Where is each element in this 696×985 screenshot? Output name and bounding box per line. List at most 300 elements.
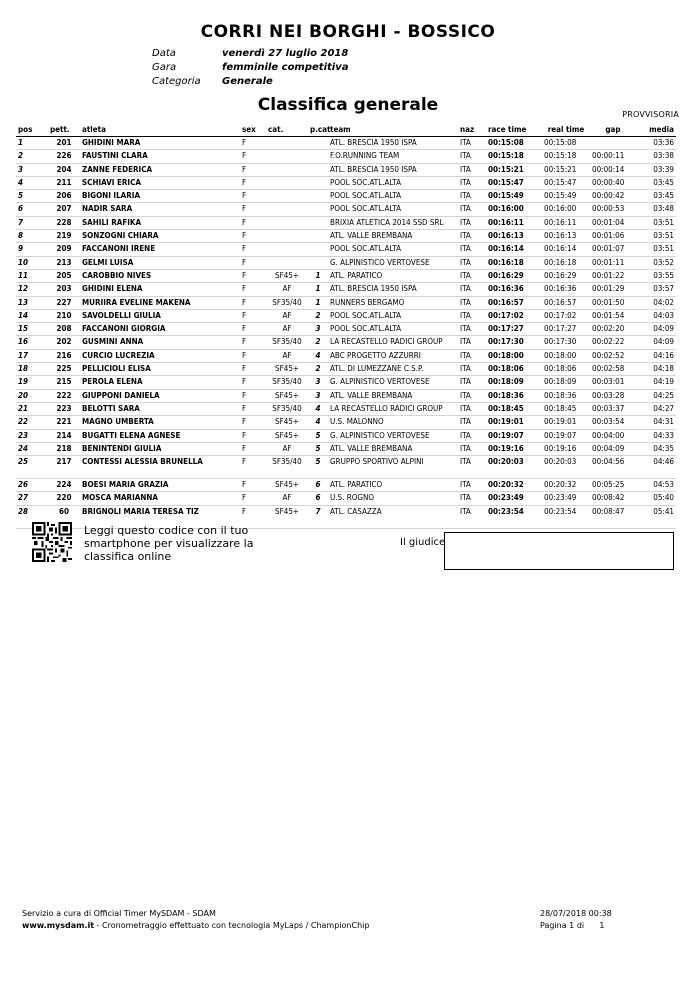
table-row <box>16 389 676 402</box>
cell-nationality: ITA <box>460 231 471 241</box>
cell-real-time: 00:17:30 <box>544 337 577 347</box>
cell-cat-position <box>308 150 328 163</box>
table-row <box>16 309 676 322</box>
cell-team: G. ALPINISTICO VERTOVESE <box>330 377 430 387</box>
cell-race-time: 00:20:32 <box>488 480 524 490</box>
cell-bib: 215 <box>56 377 72 387</box>
cell-pace: 03:38 <box>653 151 674 161</box>
cell-real-time: 00:16:29 <box>544 270 577 280</box>
meta-value: Generale <box>222 76 273 87</box>
cell-cat-position: 2 <box>315 310 321 320</box>
cell-athlete: SAHILI RAFIKA <box>82 217 142 227</box>
cell-nationality: ITA <box>460 403 471 413</box>
status-label: PROVVISORIA <box>622 110 679 119</box>
cell-nationality: ITA <box>460 244 471 254</box>
cell-pace: 03:52 <box>653 257 674 267</box>
cell-cat-position: 3 <box>315 377 321 387</box>
column-header-nationality: naz <box>458 122 486 137</box>
cell-athlete: MURIIRA EVELINE MAKENA <box>82 297 191 307</box>
footer-service: Servizio a cura di Official Timer MySDAM - SDAM <box>22 909 216 918</box>
cell-athlete: BELOTTI SARA <box>82 403 140 413</box>
cell-sex: F <box>242 364 247 374</box>
cell-pos: 14 <box>18 310 29 320</box>
cell-team: ATL. PARATICO <box>330 270 383 280</box>
cell-cat-position: 1 <box>315 284 321 294</box>
cell-pos: 24 <box>18 443 29 453</box>
cell-bib: 211 <box>56 177 72 187</box>
cell-pace: 03:51 <box>653 244 674 254</box>
cell-category <box>266 137 308 150</box>
cell-real-time: 00:15:21 <box>544 164 577 174</box>
table-row <box>16 376 676 389</box>
cell-race-time: 00:23:49 <box>488 493 524 503</box>
cell-bib: 223 <box>56 403 72 413</box>
cell-bib: 214 <box>56 430 72 440</box>
cell-bib: 222 <box>56 390 72 400</box>
cell-gap: 00:02:20 <box>592 324 625 334</box>
table-row <box>16 363 676 376</box>
cell-athlete: GELMI LUISA <box>82 257 134 267</box>
cell-category <box>266 256 308 269</box>
cell-team: POOL SOC.ATL.ALTA <box>330 324 402 334</box>
cell-cat-position: 5 <box>315 430 321 440</box>
cell-sex: F <box>242 430 247 440</box>
cell-athlete: GIUPPONI DANIELA <box>82 390 160 400</box>
cell-bib: 210 <box>56 310 72 320</box>
cell-gap: 00:01:04 <box>592 217 625 227</box>
cell-bib: 224 <box>56 480 72 490</box>
cell-team: POOL SOC.ATL.ALTA <box>330 191 402 201</box>
cell-real-time: 00:20:03 <box>544 457 577 467</box>
cell-nationality: ITA <box>460 457 471 467</box>
judge-signature-box <box>444 532 674 570</box>
cell-athlete: PEROLA ELENA <box>82 377 143 387</box>
meta-row-date <box>152 47 348 61</box>
cell-pos: 12 <box>18 284 29 294</box>
cell-category <box>266 216 308 229</box>
cell-category <box>266 243 308 256</box>
cell-gap: 00:01:50 <box>592 297 625 307</box>
cell-sex: F <box>242 324 247 334</box>
cell-athlete: BOESI MARIA GRAZIA <box>82 480 169 490</box>
cell-gap: 00:01:11 <box>592 257 625 267</box>
cell-pace: 04:09 <box>653 324 674 334</box>
cell-cat-position: 1 <box>315 270 321 280</box>
cell-race-time: 00:17:30 <box>488 337 524 347</box>
cell-pos: 18 <box>18 364 29 374</box>
table-row <box>16 323 676 336</box>
meta-row-race <box>152 61 348 75</box>
cell-gap: 00:02:22 <box>592 337 625 347</box>
meta-label: Categoria <box>152 76 201 87</box>
cell-pos: 9 <box>18 244 24 254</box>
cell-real-time: 00:17:02 <box>544 310 577 320</box>
cell-bib: 203 <box>56 284 72 294</box>
cell-team: POOL SOC.ATL.ALTA <box>330 204 402 214</box>
cell-team: POOL SOC.ATL.ALTA <box>330 244 402 254</box>
cell-nationality: ITA <box>460 443 471 453</box>
cell-category: SF45+ <box>275 270 299 280</box>
cell-cat-position <box>308 190 328 203</box>
cell-real-time: 00:16:14 <box>544 244 577 254</box>
cell-cat-position: 4 <box>315 417 321 427</box>
table-row <box>16 456 676 479</box>
cell-pace: 03:51 <box>653 217 674 227</box>
cell-athlete: CAROBBIO NIVES <box>82 270 152 280</box>
footer-datetime: 28/07/2018 00:38 <box>540 909 612 918</box>
cell-race-time: 00:18:45 <box>488 403 524 413</box>
cell-pace: 04:31 <box>653 417 674 427</box>
race-title: CORRI NEI BORGHI - BOSSICO <box>200 22 496 42</box>
cell-bib: 227 <box>56 297 72 307</box>
cell-cat-position <box>308 137 328 150</box>
cell-pos: 11 <box>18 270 29 280</box>
cell-nationality: ITA <box>460 177 471 187</box>
cell-race-time: 00:19:07 <box>488 430 524 440</box>
cell-gap: 00:03:28 <box>592 390 625 400</box>
cell-race-time: 00:15:18 <box>488 151 524 161</box>
cell-pos: 13 <box>18 297 29 307</box>
column-header-pace: media <box>636 122 676 137</box>
cell-nationality: ITA <box>460 350 471 360</box>
cell-category: SF45+ <box>275 506 299 516</box>
cell-bib: 208 <box>56 324 72 334</box>
cell-team: U.S. ROGNO <box>330 493 374 503</box>
cell-cat-position: 5 <box>315 443 321 453</box>
cell-athlete: BUGATTI ELENA AGNESE <box>82 430 181 440</box>
cell-pos: 15 <box>18 324 29 334</box>
footer-page: Pagina 1 di 1 <box>540 921 605 930</box>
cell-real-time: 00:15:49 <box>544 191 577 201</box>
cell-gap: 00:01:06 <box>592 231 625 241</box>
cell-real-time: 00:19:07 <box>544 430 577 440</box>
cell-pos: 6 <box>18 204 24 214</box>
cell-sex: F <box>242 151 247 161</box>
table-row <box>16 190 676 203</box>
cell-bib: 202 <box>56 337 72 347</box>
cell-cat-position <box>308 243 328 256</box>
cell-real-time: 00:17:27 <box>544 324 577 334</box>
cell-bib: 218 <box>56 443 72 453</box>
column-header-real-time: real time <box>542 122 590 137</box>
cell-bib: 216 <box>56 350 72 360</box>
cell-category: SF35/40 <box>272 377 302 387</box>
table-row <box>16 163 676 176</box>
cell-gap: 00:04:00 <box>592 430 625 440</box>
cell-bib: 220 <box>56 493 72 503</box>
cell-sex: F <box>242 350 247 360</box>
cell-bib: 219 <box>56 231 72 241</box>
cell-pos: 8 <box>18 231 24 241</box>
cell-gap: 00:02:52 <box>592 350 625 360</box>
cell-pace: 04:46 <box>653 457 674 467</box>
cell-pos: 2 <box>18 151 24 161</box>
cell-race-time: 00:20:03 <box>488 457 524 467</box>
cell-gap: 00:01:29 <box>592 284 625 294</box>
table-row <box>16 256 676 269</box>
cell-team: GRUPPO SPORTIVO ALPINI <box>330 457 424 467</box>
cell-cat-position: 1 <box>315 297 321 307</box>
cell-team: ATL. BRESCIA 1950 ISPA <box>330 138 417 147</box>
cell-bib: 201 <box>56 138 72 147</box>
race-meta <box>152 47 348 89</box>
cell-sex: F <box>242 164 247 174</box>
cell-pace: 03:39 <box>653 164 674 174</box>
cell-team: ATL. CASAZZA <box>330 506 382 516</box>
cell-category <box>266 176 308 189</box>
cell-sex: F <box>242 403 247 413</box>
cell-nationality: ITA <box>460 284 471 294</box>
cell-athlete: GHIDINI MARA <box>82 138 141 147</box>
cell-category <box>266 150 308 163</box>
cell-athlete: FACCANONI GIORGIA <box>82 324 166 334</box>
cell-race-time: 00:18:09 <box>488 377 524 387</box>
cell-real-time: 00:18:06 <box>544 364 577 374</box>
cell-race-time: 00:16:00 <box>488 204 524 214</box>
cell-sex: F <box>242 177 247 187</box>
cell-category <box>266 190 308 203</box>
cell-pos: 27 <box>18 493 29 503</box>
cell-gap: 00:01:07 <box>592 244 625 254</box>
cell-sex: F <box>242 257 247 267</box>
cell-category: SF45+ <box>275 430 299 440</box>
cell-sex: F <box>242 217 247 227</box>
cell-cat-position <box>308 256 328 269</box>
cell-pace: 03:51 <box>653 231 674 241</box>
cell-category: SF35/40 <box>272 457 302 467</box>
cell-team: G. ALPINISTICO VERTOVESE <box>330 257 430 267</box>
cell-gap <box>590 137 636 150</box>
page-subtitle: Classifica generale <box>257 95 439 115</box>
cell-team: LA RECASTELLO RADICI GROUP <box>330 403 443 413</box>
cell-nationality: ITA <box>460 493 471 503</box>
cell-pos: 17 <box>18 350 29 360</box>
cell-category <box>266 203 308 216</box>
cell-category: AF <box>282 284 292 294</box>
cell-gap: 00:00:40 <box>592 177 625 187</box>
cell-cat-position: 6 <box>315 480 321 490</box>
qr-code-icon <box>32 522 72 562</box>
cell-sex: F <box>242 377 247 387</box>
cell-nationality: ITA <box>460 506 471 516</box>
cell-category: SF45+ <box>275 417 299 427</box>
cell-pace: 03:45 <box>653 191 674 201</box>
cell-bib: 205 <box>56 270 72 280</box>
cell-cat-position <box>308 230 328 243</box>
cell-gap: 00:03:01 <box>592 377 625 387</box>
cell-sex: F <box>242 204 247 214</box>
cell-race-time: 00:19:01 <box>488 417 524 427</box>
cell-cat-position: 2 <box>315 364 321 374</box>
cell-category: SF45+ <box>275 390 299 400</box>
cell-pos: 19 <box>18 377 29 387</box>
table-row <box>16 283 676 296</box>
cell-cat-position: 7 <box>315 506 321 516</box>
meta-label: Data <box>152 48 176 59</box>
column-header-pos: pos <box>16 122 48 137</box>
cell-real-time: 00:16:00 <box>544 204 577 214</box>
cell-real-time: 00:19:01 <box>544 417 577 427</box>
table-row <box>16 150 676 163</box>
meta-value: femminile competitiva <box>222 62 349 73</box>
cell-pace: 04:16 <box>653 350 674 360</box>
cell-athlete: NADIR SARA <box>82 204 133 214</box>
cell-cat-position <box>308 163 328 176</box>
cell-team: ATL. VALLE BREMBANA <box>330 231 413 241</box>
cell-nationality: ITA <box>460 270 471 280</box>
cell-race-time: 00:16:57 <box>488 297 524 307</box>
cell-nationality: ITA <box>460 377 471 387</box>
cell-athlete: MOSCA MARIANNA <box>82 493 158 503</box>
cell-cat-position: 2 <box>315 337 321 347</box>
cell-pos: 25 <box>18 457 29 467</box>
cell-pace: 04:27 <box>653 403 674 413</box>
cell-athlete: CONTESSI ALESSIA BRUNELLA <box>82 457 203 467</box>
cell-category: AF <box>282 493 292 503</box>
cell-pace: 04:18 <box>653 364 674 374</box>
cell-bib: 206 <box>56 191 72 201</box>
cell-nationality: ITA <box>460 417 471 427</box>
cell-gap: 00:01:54 <box>592 310 625 320</box>
cell-gap: 00:04:09 <box>592 443 625 453</box>
cell-cat-position <box>308 216 328 229</box>
cell-sex: F <box>242 337 247 347</box>
cell-team: ATL. BRESCIA 1950 ISPA <box>330 164 417 174</box>
cell-category: AF <box>282 443 292 453</box>
table-row <box>16 216 676 229</box>
cell-pace: 04:09 <box>653 337 674 347</box>
meta-value: venerdì 27 luglio 2018 <box>222 48 349 59</box>
cell-athlete: BIGONI ILARIA <box>82 191 141 201</box>
cell-race-time: 00:23:54 <box>488 506 524 516</box>
cell-bib: 60 <box>58 506 69 516</box>
cell-category: SF35/40 <box>272 403 302 413</box>
cell-cat-position <box>308 176 328 189</box>
cell-sex: F <box>242 480 247 490</box>
cell-cat-position: 4 <box>315 350 321 360</box>
table-row <box>16 349 676 362</box>
cell-bib: 225 <box>56 364 72 374</box>
table-row <box>16 269 676 282</box>
cell-pos: 20 <box>18 390 29 400</box>
footer-site-link[interactable]: www.mysdam.it <box>22 921 95 930</box>
cell-race-time: 00:15:08 <box>488 138 524 147</box>
cell-pos: 22 <box>18 417 29 427</box>
cell-sex: F <box>242 417 247 427</box>
cell-pos: 28 <box>18 506 29 516</box>
cell-sex: F <box>242 390 247 400</box>
cell-category: SF45+ <box>275 480 299 490</box>
cell-bib: 226 <box>56 151 72 161</box>
table-row <box>16 203 676 216</box>
cell-nationality: ITA <box>460 217 471 227</box>
cell-real-time: 00:18:36 <box>544 390 577 400</box>
table-row <box>16 492 676 505</box>
column-header-sex: sex <box>240 122 266 137</box>
cell-sex: F <box>242 244 247 254</box>
cell-gap: 00:03:54 <box>592 417 625 427</box>
cell-category: SF35/40 <box>272 297 302 307</box>
table-row <box>16 442 676 455</box>
cell-sex: F <box>242 270 247 280</box>
cell-race-time: 00:16:13 <box>488 231 524 241</box>
cell-category <box>266 163 308 176</box>
cell-team: ABC PROGETTO AZZURRI <box>330 350 421 360</box>
cell-sex: F <box>242 506 247 516</box>
cell-athlete: GUSMINI ANNA <box>82 337 144 347</box>
cell-team: POOL SOC.ATL.ALTA <box>330 310 402 320</box>
cell-race-time: 00:16:29 <box>488 270 524 280</box>
cell-gap: 00:05:25 <box>592 480 625 490</box>
footer-left <box>22 908 369 932</box>
cell-pos: 5 <box>18 191 24 201</box>
cell-cat-position: 3 <box>315 390 321 400</box>
cell-sex: F <box>242 443 247 453</box>
table-row <box>16 416 676 429</box>
table-row <box>16 479 676 492</box>
cell-pos: 21 <box>18 403 29 413</box>
cell-gap: 00:01:22 <box>592 270 625 280</box>
cell-pace: 03:36 <box>653 138 674 147</box>
judge-label: Il giudice <box>400 537 446 548</box>
cell-real-time: 00:15:08 <box>544 138 577 147</box>
cell-gap: 00:00:53 <box>592 204 625 214</box>
cell-category <box>266 230 308 243</box>
cell-nationality: ITA <box>460 390 471 400</box>
cell-gap: 00:08:42 <box>592 493 625 503</box>
cell-pos: 23 <box>18 430 29 440</box>
table-row <box>16 137 676 150</box>
cell-nationality: ITA <box>460 151 471 161</box>
cell-cat-position <box>308 203 328 216</box>
table-row <box>16 402 676 415</box>
cell-race-time: 00:15:21 <box>488 164 524 174</box>
cell-team: F.O.RUNNING TEAM <box>330 151 400 161</box>
cell-bib: 213 <box>56 257 72 267</box>
cell-real-time: 00:18:09 <box>544 377 577 387</box>
cell-pos: 26 <box>18 480 29 490</box>
cell-race-time: 00:17:27 <box>488 324 524 334</box>
cell-nationality: ITA <box>460 257 471 267</box>
footer-right <box>540 908 612 932</box>
cell-sex: F <box>242 310 247 320</box>
table-row <box>16 336 676 349</box>
cell-nationality: ITA <box>460 164 471 174</box>
cell-race-time: 00:16:14 <box>488 244 524 254</box>
cell-pace: 04:19 <box>653 377 674 387</box>
cell-athlete: SCHIAVI ERICA <box>82 177 141 187</box>
cell-team: LA RECASTELLO RADICI GROUP <box>330 337 443 347</box>
cell-team: POOL SOC.ATL.ALTA <box>330 177 402 187</box>
cell-nationality: ITA <box>460 364 471 374</box>
cell-gap: 00:00:11 <box>592 151 625 161</box>
cell-gap: 00:03:37 <box>592 403 625 413</box>
cell-team: ATL. PARATICO <box>330 480 383 490</box>
cell-nationality: ITA <box>460 138 471 147</box>
cell-pace: 03:48 <box>653 204 674 214</box>
column-header-bib: pett. <box>48 122 80 137</box>
cell-real-time: 00:18:00 <box>544 350 577 360</box>
column-header-category: cat. <box>266 122 308 137</box>
cell-sex: F <box>242 138 247 147</box>
cell-race-time: 00:16:18 <box>488 257 524 267</box>
cell-athlete: PELLICIOLI ELISA <box>82 364 151 374</box>
column-header-team: team <box>328 122 458 137</box>
cell-team: ATL. DI LUMEZZANE C.S.P. <box>330 364 424 374</box>
cell-team: G. ALPINISTICO VERTOVESE <box>330 430 430 440</box>
cell-team: ATL. VALLE BREMBANA <box>330 390 413 400</box>
cell-nationality: ITA <box>460 310 471 320</box>
